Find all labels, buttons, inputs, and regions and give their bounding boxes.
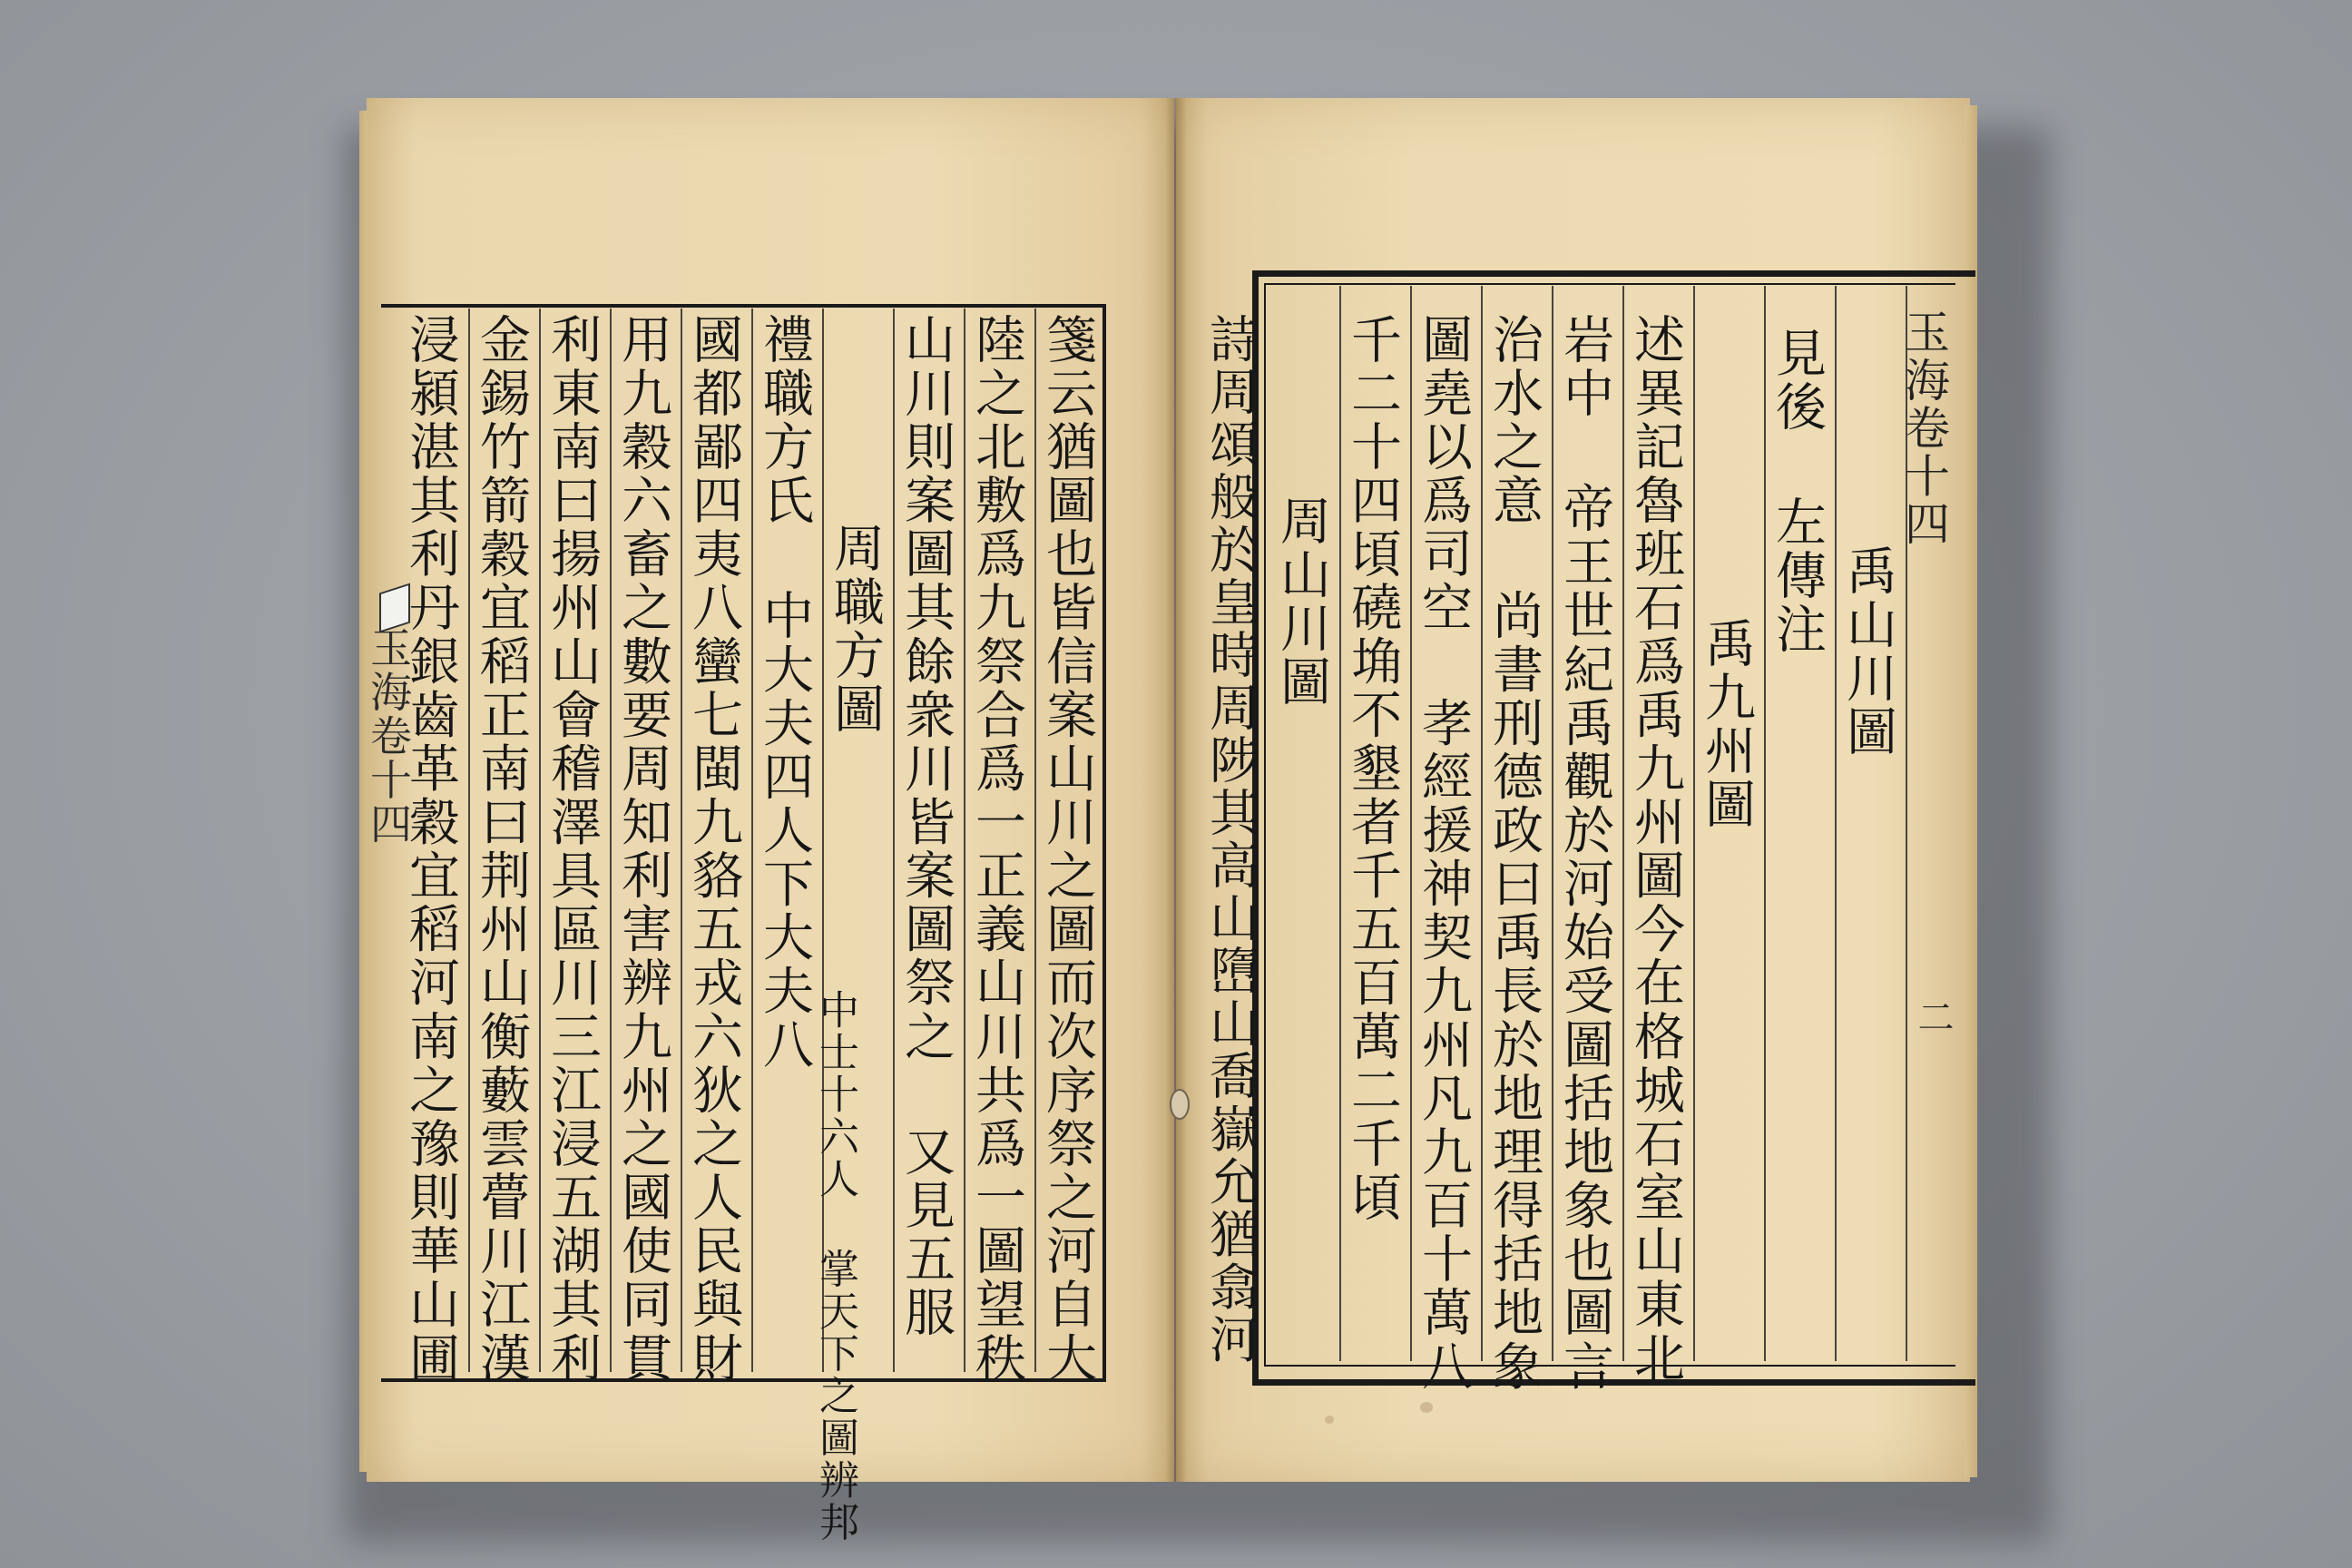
right-header-title: 禹山川圖 (1838, 544, 1897, 760)
column-rule (468, 309, 470, 1372)
column-rule (1481, 286, 1483, 1361)
paper-wormhole (1325, 1416, 1334, 1424)
column-rule (1552, 286, 1553, 1361)
left-col-2: 陸之北敷爲九祭合爲一正義山川共爲一圖望秩 (967, 313, 1026, 1386)
right-col-7: 千二十四頃磽埆不墾者千五百萬二千頃 (1343, 313, 1402, 1225)
right-col-6: 圖堯以爲司空 孝經援神契九州凡九百十萬八 (1414, 313, 1473, 1394)
left-col-5: 禮職方氏 中大夫四人下大夫八 (755, 313, 814, 1073)
column-rule (893, 309, 895, 1372)
left-margin-label: 玉海卷十四 (364, 626, 413, 847)
right-col-heading-zhou: 周山川圖 (1272, 495, 1331, 710)
left-inline-note: 中士十六人 掌天下之圖辨邦 (812, 989, 858, 1544)
column-rule (1339, 286, 1341, 1361)
left-col-3: 山川則案圖其餘衆川皆案圖祭之 又見五服 (897, 313, 956, 1340)
column-rule (539, 309, 541, 1372)
right-col-1: 見後 左傳注 (1768, 327, 1827, 657)
right-col-heading-yu: 禹九州圖 (1697, 617, 1756, 832)
column-rule (1034, 309, 1036, 1372)
right-col-3: 述異記魯班石爲禹九州圖今在格城石室山東北 (1626, 313, 1685, 1386)
column-rule (681, 309, 682, 1372)
right-col-4: 岩中 帝王世紀禹觀於河始受圖括地象也圖言 (1555, 313, 1614, 1394)
column-rule (1693, 286, 1695, 1361)
column-rule (751, 309, 753, 1372)
left-col-9: 金錫竹箭穀宜稻正南曰荆州山衡藪雲瞢川江漢 (472, 313, 531, 1386)
column-rule (1622, 286, 1624, 1361)
binding-thread (1170, 1089, 1190, 1120)
right-edge-label: 玉海卷十四 (1897, 309, 1950, 548)
column-rule (1835, 286, 1837, 1361)
left-col-10: 浸潁湛其利丹銀齒革穀宜稻河南之豫則華山圃 (401, 313, 460, 1386)
folio-number: 二 (1912, 998, 1954, 1037)
left-col-heading-zhou: 周職方圖 (826, 522, 885, 737)
column-rule (1410, 286, 1412, 1361)
left-col-1: 箋云猶圖也皆信案山川之圖而次序祭之河自大 (1038, 313, 1097, 1386)
column-rule (610, 309, 612, 1372)
paper-wormhole (1420, 1402, 1433, 1413)
left-col-8: 利東南曰揚州山會稽澤具區川三江浸五湖其利 (543, 313, 602, 1386)
left-col-6: 國都鄙四夷八蠻七閩九貉五戎六狄之人民與財 (684, 313, 743, 1386)
right-col-5: 治水之意 尚書刑德政曰禹長於地理得括地象 (1485, 313, 1544, 1394)
right-col-9: 詩周頌般於皇時周陟其高山嶞山喬嶽允猶翕河 (1201, 313, 1259, 1367)
column-rule (964, 309, 965, 1372)
column-rule (1764, 286, 1766, 1361)
book-gutter (1165, 98, 1187, 1482)
left-col-7: 用九穀六畜之數要周知利害辨九州之國使同貫 (613, 313, 672, 1386)
